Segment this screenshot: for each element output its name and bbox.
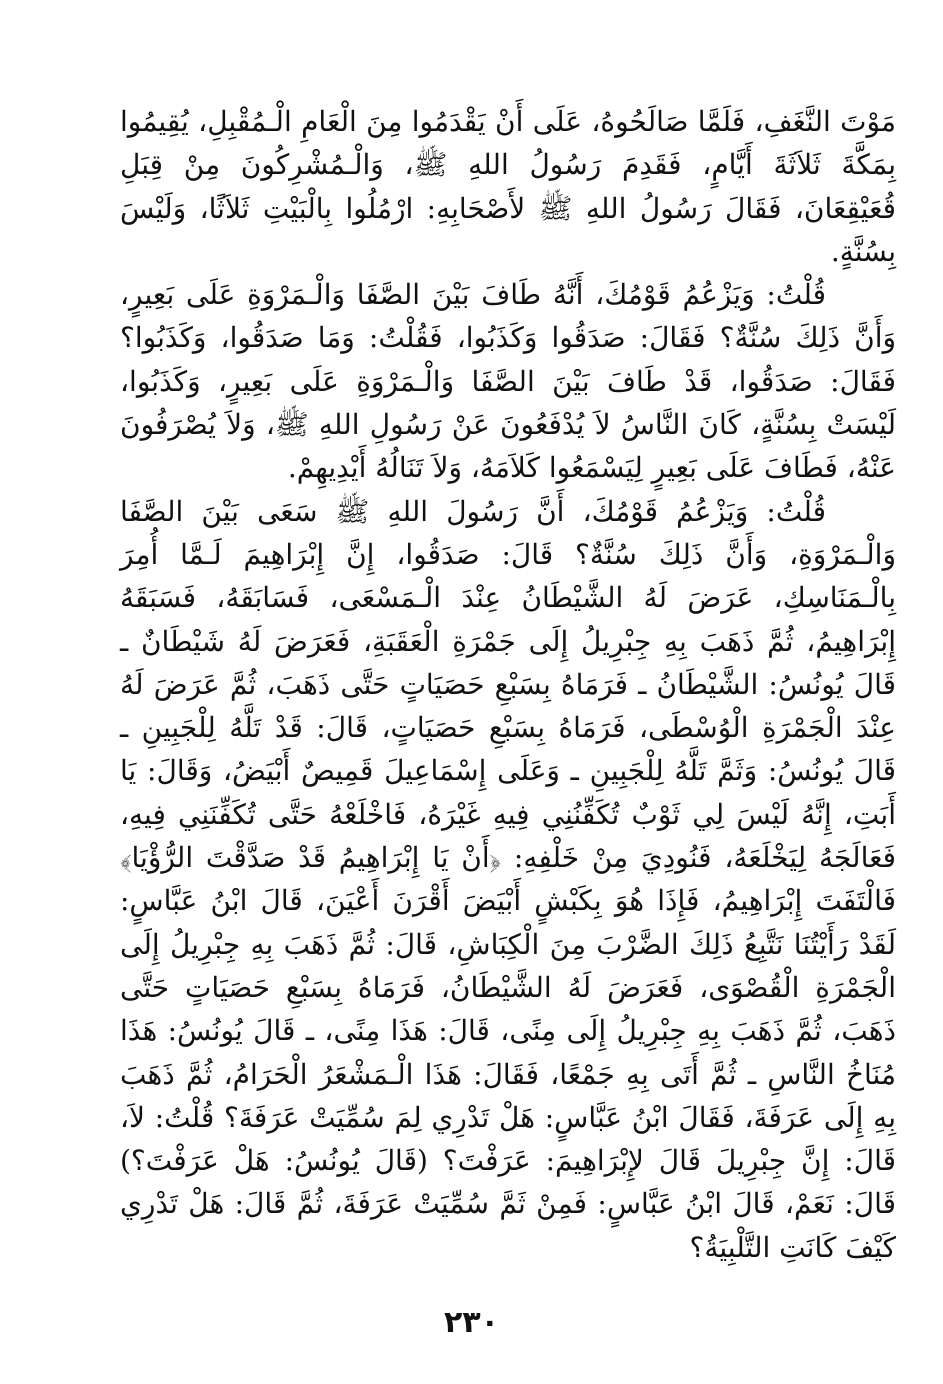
paragraph-1: مَوْتَ النَّغَفِ، فَلَمَّا صَالَحُوهُ، عَلَى أَنْ يَقْدَمُوا مِنَ الْعَامِ الْـمُقْبِلِ، يُقِيمُوا بِمَكَّةَ ثَلاَثَةَ أَيَّامٍ، فَقَدِمَ رَسُولُ اللهِ ﷺ، وَالْـمُشْرِكُونَ مِنْ قِبَلِ قُعَيْقِعَانَ، فَقَالَ رَسُولُ اللهِ ﷺ لأَصْحَابِهِ: ارْمُلُوا بِالْبَيْتِ ثَلاَثًا، وَلَيْسَ بِسُنَّةٍ.	[120, 105, 896, 268]
paragraph-3: قُلْتُ: وَيَزْعُمُ قَوْمُكَ، أَنَّ رَسُولَ اللهِ ﷺ سَعَى بَيْنَ الصَّفَا وَالْـمَرْوَةِ، وَأَنَّ ذَلِكَ سُنَّةٌ؟ قَالَ: صَدَقُوا، إِنَّ إِبْرَاهِيمَ لَـمَّا أُمِرَ بِالْـمَنَاسِكِ، عَرَضَ لَهُ الشَّيْطَانُ عِنْدَ الْـمَسْعَى، فَسَابَقَهُ، فَسَبَقَهُ إِبْرَاهِيمُ، ثُمَّ ذَهَبَ بِهِ جِبْرِيلُ إِلَى جَمْرَةِ الْعَقَبَةِ، فَعَرَضَ لَهُ شَيْطَانٌ ـ قَالَ يُونُسُ: الشَّيْطَانُ ـ فَرَمَاهُ بِسَبْعِ حَصَيَاتٍ حَتَّى ذَهَبَ، ثُمَّ عَرَضَ لَهُ عِنْدَ الْجَمْرَةِ الْوُسْطَى، فَرَمَاهُ بِسَبْعِ حَصَيَاتٍ، قَالَ: قَدْ تَلَّهُ لِلْجَبِينِ ـ قَالَ يُونُسُ: وَثَمَّ تَلَّهُ لِلْجَبِينِ ـ وَعَلَى إِسْمَاعِيلَ قَمِيصٌ أَبْيَضُ، وَقَالَ: يَا أَبَتِ، إِنَّهُ لَيْسَ لِي ثَوْبٌ تُكَفِّنُنِي فِيهِ غَيْرَهُ، فَاخْلَعْهُ حَتَّى تُكَفِّنَنِي فِيهِ، فَعَالَجَهُ لِيَخْلَعَهُ، فَنُودِيَ مِنْ خَلْفِهِ: ﴿أَنْ يَا إِبْرَاهِيمُ قَدْ صَدَّقْتَ الرُّؤْيَا﴾ فَالْتَفَتَ إِبْرَاهِيمُ، فَإِذَا هُوَ بِكَبْشٍ أَبْيَضَ أَقْرَنَ أَعْيَنَ، قَالَ ابْنُ عَبَّاسٍ: لَقَدْ رَأَيْتُنَا نَتَّبِعُ ذَلِكَ الضَّرْبَ مِنَ الْكِبَاشِ، قَالَ: ثُمَّ ذَهَبَ بِهِ جِبْرِيلُ إِلَى الْجَمْرَةِ الْقُصْوَى، فَعَرَضَ لَهُ الشَّيْطَانُ، فَرَمَاهُ بِسَبْعِ حَصَيَاتٍ حَتَّى ذَهَبَ، ثُمَّ ذَهَبَ بِهِ جِبْرِيلُ إِلَى مِنًى، قَالَ: هَذَا مِنًى، ـ قَالَ يُونُسُ: هَذَا مُنَاخُ النَّاسِ ـ ثُمَّ أَتَى بِهِ جَمْعًا، فَقَالَ: هَذَا الْـمَشْعَرُ الْحَرَامُ، ثُمَّ ذَهَبَ بِهِ إِلَى عَرَفَةَ، فَقَالَ ابْنُ عَبَّاسٍ: هَلْ تَدْرِي لِمَ سُمِّيَتْ عَرَفَةَ؟ قُلْتُ: لاَ، قَالَ: إِنَّ جِبْرِيلَ قَالَ لإِبْرَاهِيمَ: عَرَفْتَ؟ (قَالَ يُونُسُ: هَلْ عَرَفْتَ؟) قَالَ: نَعَمْ، قَالَ ابْنُ عَبَّاسٍ: فَمِنْ ثَمَّ سُمِّيَتْ عَرَفَةَ، ثُمَّ قَالَ: هَلْ تَدْرِي كَيْفَ كَانَتِ التَّلْبِيَةُ؟	[120, 494, 896, 1264]
page-number: ٢٣٠	[444, 1305, 499, 1340]
body-text	[120, 100, 896, 1269]
paragraph-2: قُلْتُ: وَيَزْعُمُ قَوْمُكَ، أَنَّهُ طَافَ بَيْنَ الصَّفَا وَالْـمَرْوَةِ عَلَى بَعِيرٍ، وَأَنَّ ذَلِكَ سُنَّةٌ؟ فَقَالَ: صَدَقُوا وَكَذَبُوا، فَقُلْتُ: وَمَا صَدَقُوا، وَكَذَبُوا؟ فَقَالَ: صَدَقُوا، قَدْ طَافَ بَيْنَ الصَّفَا وَالْـمَرْوَةِ عَلَى بَعِيرٍ، وَكَذَبُوا، لَيْسَتْ بِسُنَّةٍ، كَانَ النَّاسُ لاَ يُدْفَعُونَ عَنْ رَسُولِ اللهِ ﷺ، وَلاَ يُصْرَفُونَ عَنْهُ، فَطَافَ عَلَى بَعِيرٍ لِيَسْمَعُوا كَلاَمَهُ، وَلاَ تَنَالُهُ أَيْدِيهِمْ.	[120, 278, 896, 485]
